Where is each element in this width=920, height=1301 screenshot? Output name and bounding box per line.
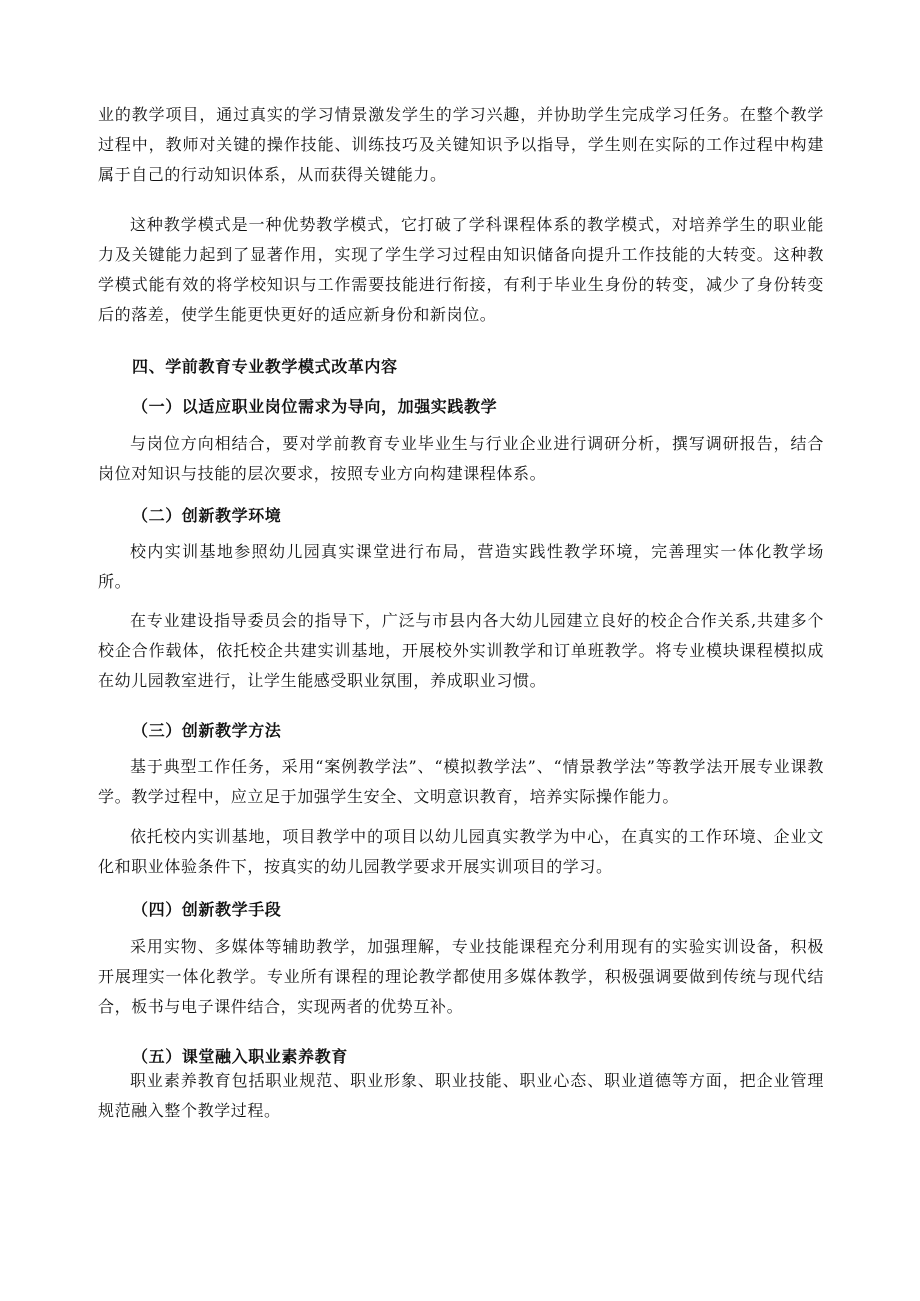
subsection-heading-4: （四）创新教学手段 <box>132 900 282 919</box>
paragraph-sub4: 采用实物、多媒体等辅助教学，加强理解，专业技能课程充分利用现有的实验实训设备，积极开展理实一体化教学。专业所有课程的理论教学都使用多媒体教学，积极强调要做到传统与现代结合，板书与电子课件结合，实现两者的优势互补。 <box>98 937 824 1016</box>
paragraph-sub5: 职业素养教育包括职业规范、职业形象、职业技能、职业心态、职业道德等方面，把企业管理规范融入整个教学过程。 <box>98 1071 824 1120</box>
paragraph-intro: 业的教学项目，通过真实的学习情景激发学生的学习兴趣，并协助学生完成学习任务。在整个教学过程中，教师对关键的操作技能、训练技巧及关键知识予以指导，学生则在实际的工作过程中构建属于自己的行动知识体系，从而获得关键能力。 <box>98 105 824 184</box>
paragraph-teaching-model: 这种教学模式是一种优势教学模式，它打破了学科课程体系的教学模式，对培养学生的职业能力及关键能力起到了显著作用，实现了学生学习过程由知识储备向提升工作技能的大转变。这种教学模式能有效的将学校知识与工作需要技能进行衔接，有利于毕业生身份的转变，减少了身份转变后的落差，使学生能更快更好的适应新身份和新岗位。 <box>98 215 824 324</box>
paragraph-sub3-1: 基于典型工作任务，采用“案例教学法”、“模拟教学法”、“情景教学法”等教学法开展专业课教学。教学过程中，应立足于加强学生安全、文明意识教育，培养实际操作能力。 <box>98 757 824 806</box>
subsection-heading-5: （五）课堂融入职业素养教育 <box>132 1047 348 1066</box>
paragraph-sub2-2: 在专业建设指导委员会的指导下，广泛与市县内各大幼儿园建立良好的校企合作关系,共建多个校企合作载体，依托校企共建实训基地，开展校外实训教学和订单班教学。将专业模块课程模拟成在幼儿园教室进行，让学生能感受职业氛围，养成职业习惯。 <box>98 611 824 690</box>
subsection-heading-2: （二）创新教学环境 <box>132 506 282 525</box>
subsection-heading-3: （三）创新教学方法 <box>132 721 282 740</box>
subsection-heading-1: （一）以适应职业岗位需求为导向，加强实践教学 <box>132 397 498 416</box>
section-heading-four: 四、学前教育专业教学模式改革内容 <box>132 357 398 376</box>
paragraph-sub3-2: 依托校内实训基地，项目教学中的项目以幼儿园真实教学为中心，在真实的工作环境、企业文化和职业体验条件下，按真实的幼儿园教学要求开展实训项目的学习。 <box>98 827 824 876</box>
paragraph-sub2-1: 校内实训基地参照幼儿园真实课堂进行布局，营造实践性教学环境，完善理实一体化教学场所。 <box>98 542 824 591</box>
paragraph-sub1: 与岗位方向相结合，要对学前教育专业毕业生与行业企业进行调研分析，撰写调研报告，结合岗位对知识与技能的层次要求，按照专业方向构建课程体系。 <box>98 434 824 483</box>
